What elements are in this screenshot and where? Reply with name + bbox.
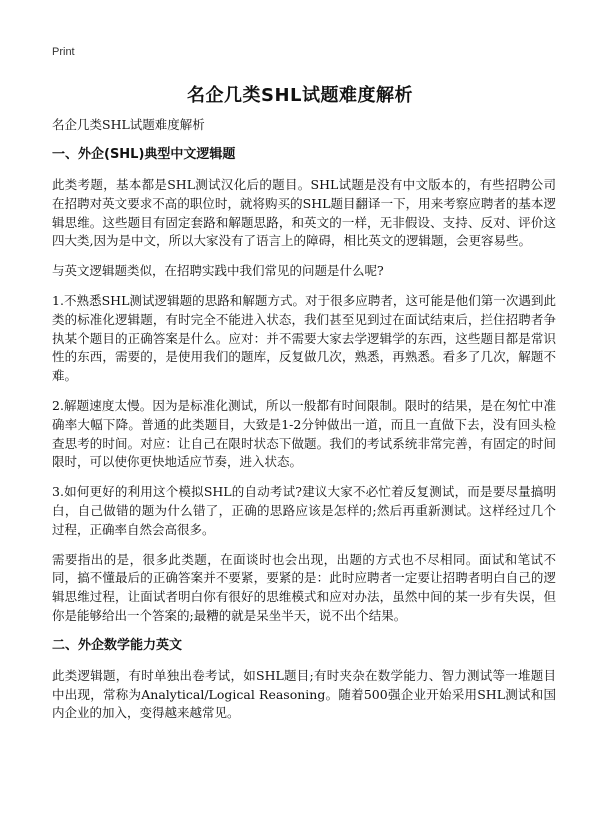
section-heading-2: 二、外企数学能力英文 [52, 637, 183, 653]
document-subtitle: 名企几类SHL试题难度解析 [52, 117, 205, 132]
paragraph: 需要指出的是，很多此类题，在面谈时也会出现，出题的方式也不尽相同。面试和笔试不同，搞不懂最后的正确答案并不要紧，要紧的是：此时应聘者一定要让招聘者明白自己的逻辑思维过程，让面试者明白你有很好的思维模式和应对办法，虽然中间的某一步有失误，但你是能够给出一个答案的;最糟的就是呆坐半天，说不出个结果。 [52, 551, 556, 623]
document-title: 名企几类SHL试题难度解析 [187, 85, 413, 106]
document-body [52, 116, 556, 734]
paragraph: 此类考题，基本都是SHL测试汉化后的题目。SHL试题是没有中文版本的，有些招聘公司在招聘对英文要求不高的职位时，就将购买的SHL题目翻译一下，用来考察应聘者的基本逻辑思维。这些题目有固定套路和解题思路，和英文的一样，无非假设、支持、反对、评价这四大类,因为是中文，所以大家没有了语言上的障碍，相比英文的逻辑题，会更容易些。 [52, 177, 556, 249]
paragraph: 此类逻辑题，有时单独出卷考试，如SHL题目;有时夹杂在数学能力、智力测试等一堆题目中出现，常称为Analytical/Logical Reasoning。随着500强企业开始采用SHL测试和国内企业的加入，变得越来越常见。 [52, 667, 556, 721]
paragraph: 1.不熟悉SHL测试逻辑题的思路和解题方式。对于很多应聘者，这可能是他们第一次遇到此类的标准化逻辑题，有时完全不能进入状态，我们甚至见到过在面试结束后，拦住招聘者争执某个题目的正确答案是什么。应对：并不需要大家去学逻辑学的东西，这些题目都是常识性的东西，需要的，是使用我们的题库，反复做几次，熟悉，再熟悉。看多了几次，解题不难。 [52, 292, 556, 384]
paragraph: 2.解题速度太慢。因为是标准化测试，所以一般都有时间限制。限时的结果，是在匆忙中准确率大幅下降。普通的此类题目，大致是1-2分钟做出一道，而且一直做下去，没有回头检查思考的时间。对应：让自己在限时状态下做题。我们的考试系统非常完善，有固定的时间限时，可以使你更快地适应节奏，进入状态。 [52, 397, 556, 470]
paragraph: 与英文逻辑题类似，在招聘实践中我们常见的问题是什么呢? [52, 263, 384, 279]
section-heading-1: 一、外企(SHL)典型中文逻辑题 [52, 147, 236, 162]
print-label: Print [52, 46, 75, 58]
paragraph: 3.如何更好的利用这个模拟SHL的自动考试?建议大家不必忙着反复测试，而是要尽量搞明白，自己做错的题为什么错了，正确的思路应该是怎样的;然后再重新测试。这样经过几个过程，正确率自然会高很多。 [52, 484, 556, 537]
